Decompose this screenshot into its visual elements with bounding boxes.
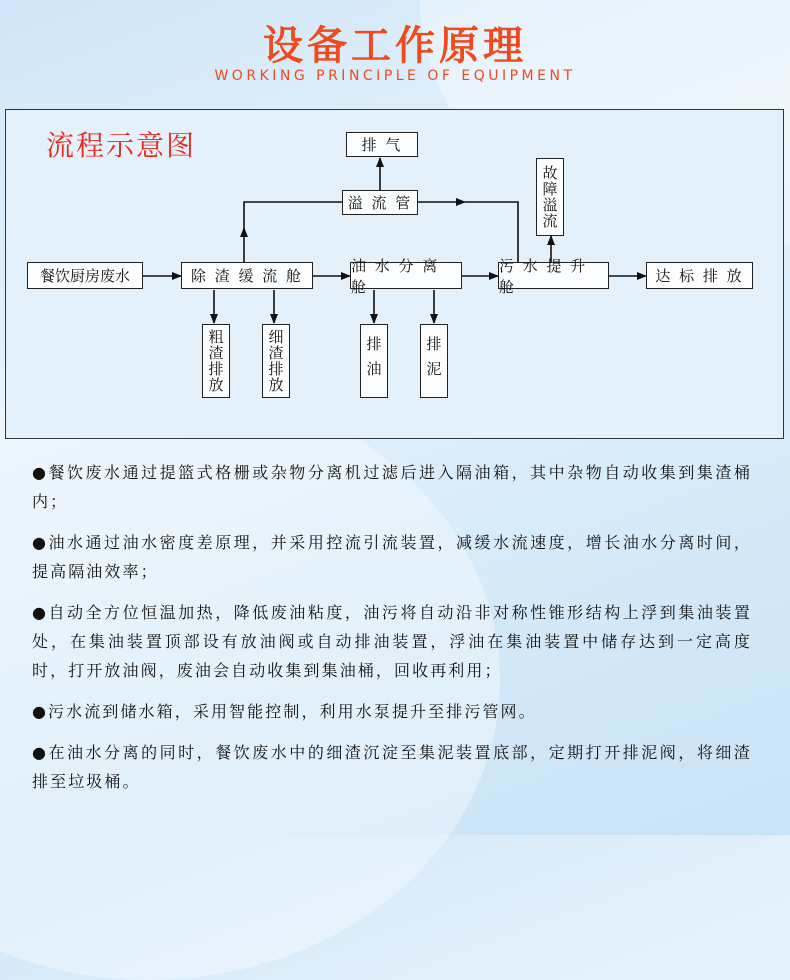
line-buffer-to-overflow [244,202,342,230]
node-sewage-lift: 污 水 提 升 舱 [498,262,609,289]
principle-point: ●餐饮废水通过提篮式格栅或杂物分离机过滤后进入隔油箱，其中杂物自动收集到集渣桶内； [32,463,752,511]
node-drain-mud: 排泥 [420,324,448,398]
principle-point: ●油水通过油水密度差原理，并采用控流引流装置，减缓水流速度，增长油水分离时间，提高隔油效率； [32,533,752,581]
node-coarse-slag: 粗渣排放 [202,324,230,398]
node-fault-overflow: 故障溢流 [536,158,564,236]
diagram-label: 流程示意图 [46,129,197,162]
node-exhaust: 排 气 [346,132,418,157]
node-kitchen-wastewater: 餐饮厨房废水 [27,262,143,289]
principle-point: ●自动全方位恒温加热，降低废油粘度，油污将自动沿非对称性锥形结构上浮到集油装置处，在集油装置顶部设有放油阀或自动排油装置，浮油在集油装置中储存达到一定高度时，打开放油阀，废油会自动收集到集油桶，回收再利用； [32,603,752,680]
node-slag-buffer: 除 渣 缓 流 舱 [181,262,313,289]
node-oil-water-separator: 油 水 分 离 舱 [350,262,462,289]
page-title: 设备工作原理 [263,23,527,69]
node-discharge: 达 标 排 放 [646,262,753,289]
node-fine-slag: 细渣排放 [262,324,290,398]
page-subtitle: WORKING PRINCIPLE OF EQUIPMENT [214,68,576,84]
flow-diagram [5,109,784,439]
node-overflow-pipe: 溢 流 管 [342,190,418,215]
principle-point: ●在油水分离的同时，餐饮废水中的细渣沉淀至集泥装置底部，定期打开排泥阀，将细渣排至垃圾桶。 [32,743,752,791]
principle-point: ●污水流到储水箱，采用智能控制，利用水泵提升至排污管网。 [32,702,537,721]
line-overflow-to-lift [465,202,518,262]
node-drain-oil: 排油 [360,324,388,398]
principle-points [32,458,752,808]
